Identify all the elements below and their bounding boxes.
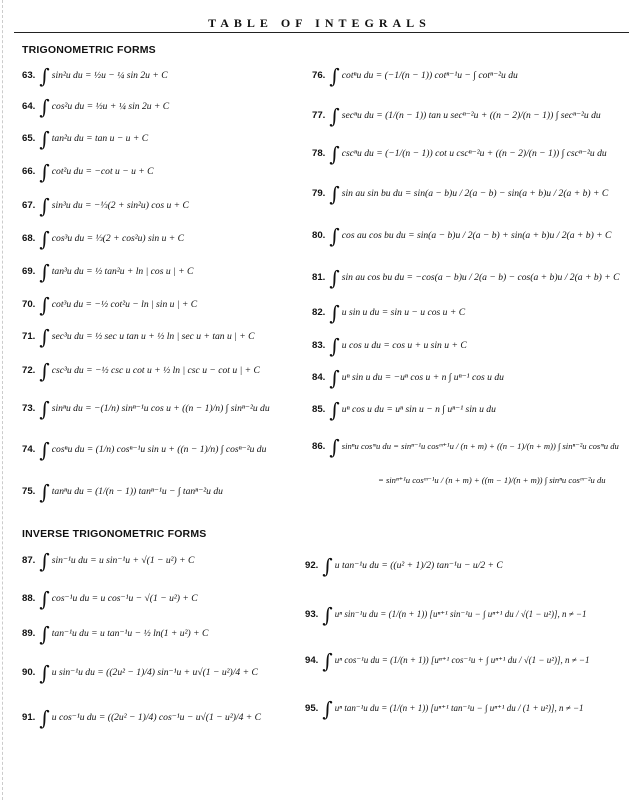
title-rule [14, 32, 629, 33]
formula-72: 72. ∫ csc³u du = −½ csc u cot u + ½ ln | csc u − cot u | + C [22, 359, 260, 383]
formula-82: 82. ∫ u sin u du = sin u − u cos u + C [312, 301, 466, 325]
section-trigonometric-forms: TRIGONOMETRIC FORMS [22, 44, 156, 56]
formula-69: 69. ∫ tan³u du = ½ tan²u + ln | cos u | + C [22, 260, 194, 284]
formula-93: 93. ∫ uⁿ sin⁻¹u du = (1/(n + 1)) [uⁿ⁺¹ sin⁻¹u − ∫ uⁿ⁺¹ du / √(1 − u²)], n ≠ −1 [305, 603, 587, 627]
formula-64: 64. ∫ cos²u du = ½u + ¼ sin 2u + C [22, 95, 170, 119]
formula-77: 77. ∫ secⁿu du = (1/(n − 1)) tan u secⁿ⁻²u + ((n − 2)/(n − 1)) ∫ secⁿ⁻²u du [312, 104, 601, 128]
formula-68: 68. ∫ cos³u du = ⅓(2 + cos²u) sin u + C [22, 227, 185, 251]
formula-78: 78. ∫ cscⁿu du = (−1/(n − 1)) cot u cscⁿ⁻²u + ((n − 2)/(n − 1)) ∫ cscⁿ⁻²u du [312, 142, 607, 166]
formula-80: 80. ∫ cos au cos bu du = sin(a − b)u / 2(a − b) + sin(a + b)u / 2(a + b) + C [312, 224, 612, 248]
formula-89: 89. ∫ tan⁻¹u du = u tan⁻¹u − ½ ln(1 + u²) + C [22, 622, 209, 646]
page-edge [2, 0, 3, 800]
formula-88: 88. ∫ cos⁻¹u du = u cos⁻¹u − √(1 − u²) + C [22, 587, 198, 611]
formula-65: 65. ∫ tan²u du = tan u − u + C [22, 127, 149, 151]
formula-90: 90. ∫ u sin⁻¹u du = ((2u² − 1)/4) sin⁻¹u + u√(1 − u²)/4 + C [22, 661, 258, 685]
formula-66: 66. ∫ cot²u du = −cot u − u + C [22, 160, 154, 184]
formula-76: 76. ∫ cotⁿu du = (−1/(n − 1)) cotⁿ⁻¹u − ∫ cotⁿ⁻²u du [312, 64, 518, 88]
formula-91: 91. ∫ u cos⁻¹u du = ((2u² − 1)/4) cos⁻¹u − u√(1 − u²)/4 + C [22, 706, 262, 730]
section-inverse-trigonometric-forms: INVERSE TRIGONOMETRIC FORMS [22, 528, 207, 540]
formula-92: 92. ∫ u tan⁻¹u du = ((u² + 1)/2) tan⁻¹u − u/2 + C [305, 554, 503, 578]
formula-71: 71. ∫ sec³u du = ½ sec u tan u + ½ ln | sec u + tan u | + C [22, 325, 255, 349]
formula-63: 63. ∫ sin²u du = ½u − ¼ sin 2u + C [22, 64, 168, 88]
formula-73: 73. ∫ sinⁿu du = −(1/n) sinⁿ⁻¹u cos u + ((n − 1)/n) ∫ sinⁿ⁻²u du [22, 397, 270, 421]
formula-83: 83. ∫ u cos u du = cos u + u sin u + C [312, 334, 467, 358]
formula-95: 95. ∫ uⁿ tan⁻¹u du = (1/(n + 1)) [uⁿ⁺¹ tan⁻¹u − ∫ uⁿ⁺¹ du / (1 + u²)], n ≠ −1 [305, 697, 584, 721]
formula-86: 86. ∫ sinⁿu cosᵐu du = sinⁿ⁻¹u cosᵐ⁺¹u / (n + m) + ((n − 1)/(n + m)) ∫ sinⁿ⁻²u cosᵐu du [312, 435, 619, 459]
formula-94: 94. ∫ uⁿ cos⁻¹u du = (1/(n + 1)) [uⁿ⁺¹ cos⁻¹u + ∫ uⁿ⁺¹ du / √(1 − u²)], n ≠ −1 [305, 649, 590, 673]
formula-86-alt: = sinⁿ⁺¹u cosᵐ⁻¹u / (n + m) + ((m − 1)/(n + m)) ∫ sinⁿu cosᵐ⁻²u du [378, 475, 606, 485]
formula-87: 87. ∫ sin⁻¹u du = u sin⁻¹u + √(1 − u²) + C [22, 549, 195, 573]
formula-75: 75. ∫ tanⁿu du = (1/(n − 1)) tanⁿ⁻¹u − ∫ tanⁿ⁻²u du [22, 480, 223, 504]
page-title: TABLE OF INTEGRALS [208, 16, 431, 30]
formula-70: 70. ∫ cot³u du = −½ cot²u − ln | sin u | + C [22, 293, 198, 317]
formula-79: 79. ∫ sin au sin bu du = sin(a − b)u / 2(a − b) − sin(a + b)u / 2(a + b) + C [312, 182, 609, 206]
formula-84: 84. ∫ uⁿ sin u du = −uⁿ cos u + n ∫ uⁿ⁻¹ cos u du [312, 366, 504, 390]
formula-74: 74. ∫ cosⁿu du = (1/n) cosⁿ⁻¹u sin u + ((n − 1)/n) ∫ cosⁿ⁻²u du [22, 438, 267, 462]
formula-85: 85. ∫ uⁿ cos u du = uⁿ sin u − n ∫ uⁿ⁻¹ sin u du [312, 398, 496, 422]
formula-81: 81. ∫ sin au cos bu du = −cos(a − b)u / 2(a − b) − cos(a + b)u / 2(a + b) + C [312, 266, 620, 290]
formula-67: 67. ∫ sin³u du = −⅓(2 + sin²u) cos u + C [22, 194, 189, 218]
